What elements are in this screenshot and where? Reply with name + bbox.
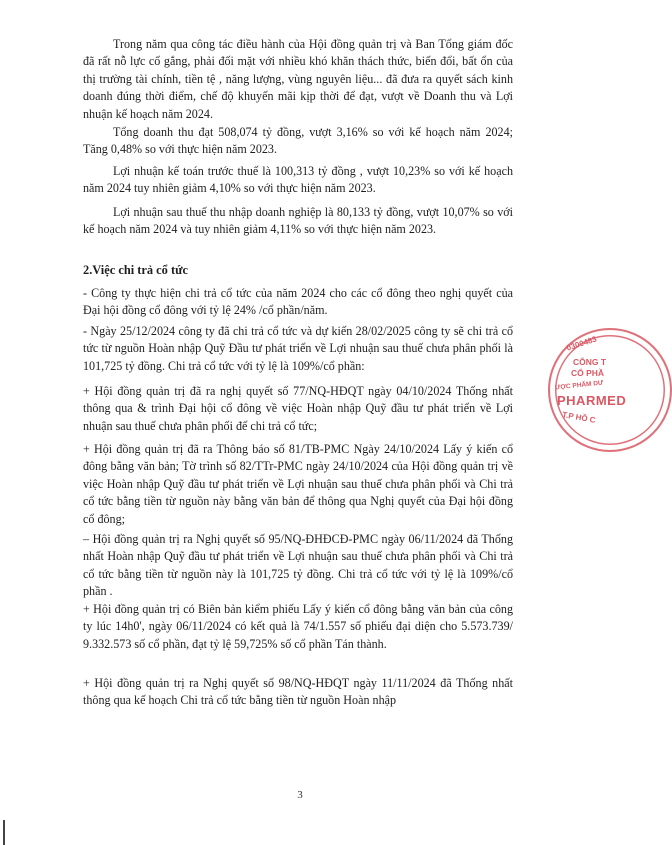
paragraph-vote-count: + Hội đồng quản trị có Biên bản kiểm phiếu Lấy ý kiến cổ đông bằng văn bản của công ty lúc 14h0', ngày 06/11/2024 có kết quả là 74/1.557 số phiếu đại diện cho 5.573.739/ 9.332.573 số cổ phần, đạt tỷ lệ 59,725% số cổ phần Tán thành. <box>83 602 513 651</box>
paragraph-dividend-payment-dates: - Ngày 25/12/2024 công ty đã chi trả cổ tức và dự kiến 28/02/2025 công ty sẽ chi trả cổ tức từ nguồn Hoàn nhập Quỹ Đầu tư phát triển về Lợi nhuận sau thuế chưa phân phối là 101,725 tỷ đồng. Chi trả cổ tức với tỷ lệ là 109%/cổ phần: <box>83 324 513 373</box>
paragraph-revenue: Tổng doanh thu đạt 508,074 tỷ đồng, vượt 3,16% so với kế hoạch năm 2024; Tăng 0,48% so với thực hiện năm 2023. <box>83 125 513 157</box>
stamp-company-name: PHARMED <box>557 393 627 408</box>
paragraph-profit-after-tax: Lợi nhuận sau thuế thu nhập doanh nghiệp là 80,133 tỷ đồng, vượt 10,07% so với kế hoạch năm 2024 và tuy nhiên giảm 4,11% so với thực hiện năm 2023. <box>83 205 513 237</box>
paragraph-management-summary: Trong năm qua công tác điều hành của Hội đồng quản trị và Ban Tổng giám đốc đã rất nỗ lực cố gắng, phải đối mặt với nhiều khó khăn thách thức, biến đổi, bất ổn của thị trường tài chính, tiền tệ , năng lượng, vùng nguyên liệu... đã đưa ra quyết sách kinh doanh đúng thời điểm, chế độ khuyến mãi kịp thời để đạt, vượt về Doanh thu và Lợi nhuận kế hoạch năm 2024. <box>83 37 513 121</box>
page-number: 3 <box>297 789 303 801</box>
paragraph-resolution-95: – Hội đồng quản trị ra Nghị quyết số 95/NQ-ĐHĐCĐ-PMC ngày 06/11/2024 đã Thống nhất Hoàn nhập Quỹ đầu tư phát triển về Lợi nhuận sau thuế chưa phân phối và Chi trả cổ tức bằng tiền từ nguồn này là 101,725 tỷ đồng. Chi trả cổ tức với tỷ lệ là 109%/cổ phần . <box>83 532 513 599</box>
stamp-line-2: CỔ PHẦ <box>571 368 605 378</box>
margin-mark <box>3 820 5 845</box>
stamp-line-3: ƯỢC PHẨM DƯ <box>554 379 604 392</box>
paragraph-dividend-resolution: - Công ty thực hiện chi trả cổ tức của năm 2024 cho các cổ đông theo nghị quyết của Đại hội đồng cổ đông với tỷ lệ 24% /cổ phần/năm. <box>83 286 513 318</box>
paragraph-profit-before-tax: Lợi nhuận kế toán trước thuế là 100,313 tỷ đồng , vượt 10,23% so với kế hoạch năm 2024 tuy nhiên giảm 4,10% so với thực hiện năm 2023. <box>83 164 513 196</box>
stamp-city: T.P HỒ C <box>561 410 597 425</box>
stamp-code: 0300483 <box>565 334 598 353</box>
section-heading-dividend: 2.Việc chi trả cổ tức <box>83 263 189 277</box>
stamp-line-1: CÔNG T <box>573 357 607 367</box>
paragraph-resolution-77: + Hội đồng quản trị đã ra nghị quyết số 77/NQ-HĐQT ngày 04/10/2024 Thống nhất thông qua & trình Đại hội cổ đông về việc Hoàn nhập Quỹ đầu tư phát triển về Lợi nhuận sau thuế chưa phân phối để chi trả cổ tức; <box>83 384 513 433</box>
paragraph-notice-81: + Hội đồng quản trị đã ra Thông báo số 81/TB-PMC Ngày 24/10/2024 Lấy ý kiến cổ đông bằng văn bản; Tờ trình số 82/TTr-PMC ngày 24/10/2024 của Hội đồng quản trị về việc Hoàn nhập Quỹ đầu tư phát triển về Lợi nhuận sau thuế chưa phân phối và Chi trả cổ tức bằng tiền từ nguồn này bằng văn bản để thông qua Nghị quyết của Đại hội đồng cổ đông; <box>83 442 513 526</box>
company-seal-stamp <box>548 328 672 452</box>
paragraph-resolution-98: + Hội đồng quản trị ra Nghị quyết số 98/NQ-HĐQT ngày 11/11/2024 đã Thống nhất thông qua kế hoạch Chi trả cổ tức bằng tiền từ nguồn Hoàn nhập <box>83 676 513 708</box>
